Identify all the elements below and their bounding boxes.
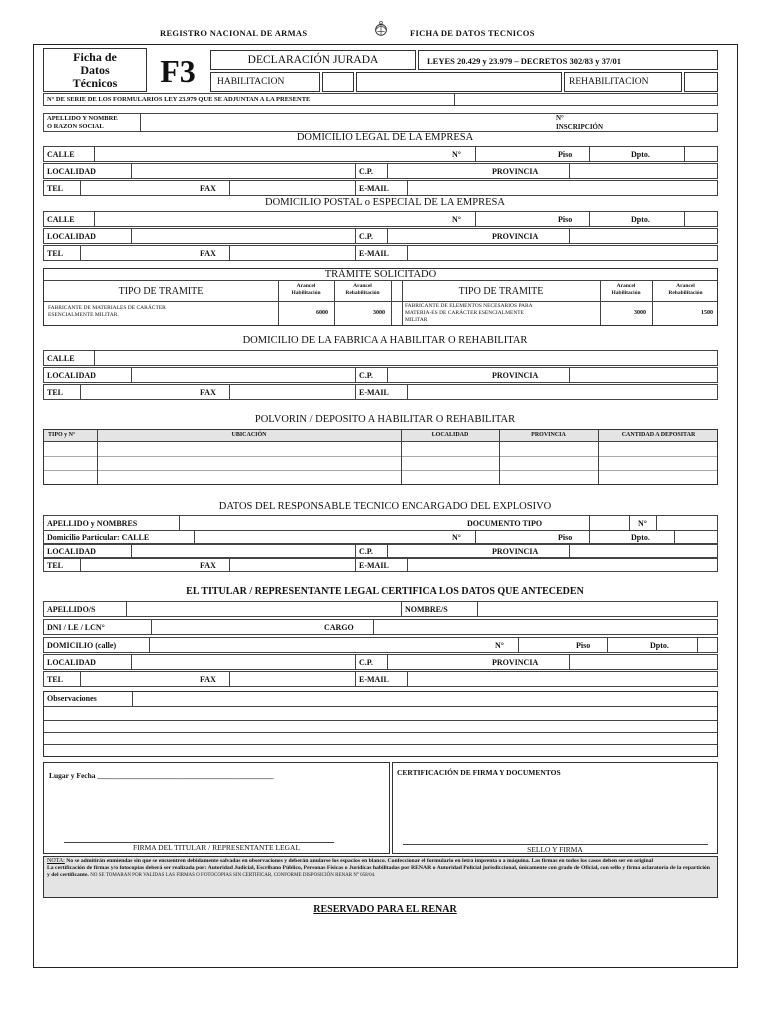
calle-label: CALLE: [47, 353, 75, 363]
domicilio-legal-title: DOMICILIO LEGAL DE LA EMPRESA: [296, 132, 474, 143]
postal-piso-input[interactable]: [589, 212, 619, 226]
nota-line-1: No se admitirán enmiendas sin que se encuentren debidamente salvadas en observaciones y deberán anularse los espacios en blanco. Confeccionar el formulario en letra imprenta o a máquina. Las firmas en todos los casos deben ser en original: [64, 858, 654, 864]
documento-nro-label: N°: [629, 516, 659, 530]
nota-box: [43, 856, 718, 898]
provincia-label: PROVINCIA: [492, 231, 539, 241]
email-label: E-MAIL: [355, 559, 407, 571]
postal-dpto-input[interactable]: [684, 212, 719, 226]
tipo-tramite-header: TIPO DE TRAMITE: [458, 286, 544, 297]
ficha-label: Ficha de Datos Técnicos: [72, 50, 118, 90]
responsable-apellido-input[interactable]: [179, 516, 464, 530]
fabrica-fax-input[interactable]: [229, 385, 355, 399]
responsable-localidad-input[interactable]: [131, 545, 355, 557]
fabrica-provincia-input[interactable]: [569, 368, 719, 382]
tramite-right-desc: FABRICANTE DE ELEMENTOS NECESARIOS PARA MATERIA-ES DE CARÁCTER ESENCIALMENTE MILITAR: [405, 303, 533, 323]
postal-tel-row: [43, 245, 718, 261]
inscripcion-input[interactable]: [613, 114, 719, 131]
responsable-cp-input[interactable]: [387, 545, 489, 557]
habilitacion-checkbox[interactable]: [322, 72, 354, 92]
titular-piso-input[interactable]: [607, 638, 647, 652]
tipo-tramite-header: TIPO DE TRAMITE: [118, 286, 204, 297]
titular-domicilio-label: DOMICILIO (calle): [47, 640, 117, 650]
localidad-label: LOCALIDAD: [47, 166, 96, 176]
legal-provincia-input[interactable]: [569, 164, 719, 178]
tramite-right-hab: 3000: [634, 310, 646, 316]
titular-provincia-input[interactable]: [569, 655, 719, 669]
responsable-title: DATOS DEL RESPONSABLE TECNICO ENCARGADO DEL EXPLOSIVO: [218, 501, 552, 512]
provincia-label: PROVINCIA: [492, 370, 539, 380]
titular-dni-input[interactable]: [151, 620, 321, 634]
blank-box: [356, 72, 562, 92]
documento-label: DOCUMENTO TIPO: [467, 518, 543, 528]
lugar-fecha-label: Lugar y Fecha _______________________________________________: [49, 771, 274, 780]
titular-localidad-row: [43, 654, 718, 670]
observaciones-label: Observaciones: [47, 694, 97, 703]
responsable-domicilio-label: Domicilio Particular: CALLE: [47, 532, 150, 542]
titular-nro-input[interactable]: [518, 638, 573, 652]
legal-nro-input[interactable]: [475, 147, 555, 161]
nro-label: N°: [452, 149, 461, 159]
rehabilitacion-label: REHABILITACION: [569, 77, 649, 87]
tel-label: TEL: [47, 183, 64, 193]
piso-label: Piso: [558, 532, 573, 542]
nota-line-3: NO SE TOMARAN POR VALIDAS LAS FIRMAS O FOTOCOPIAS SIN CERTIFICAR, CONFORME DISPOSICIÓN RENAR N° 058/04.: [90, 873, 376, 878]
ficha-box: [43, 48, 147, 92]
apellido-label: APELLIDO Y NOMBRE O RAZON SOCIAL: [47, 114, 118, 130]
tramite-left-desc: FABRICANTE DE MATERIALES DE CARÁCTER ESENCIALMENTE MILITAR.: [48, 305, 166, 318]
sello-firma-label: SELLO Y FIRMA: [527, 845, 583, 854]
tel-label: TEL: [47, 560, 64, 570]
nro-label: N°: [452, 214, 461, 224]
leyes-box: [418, 50, 718, 70]
responsable-provincia-input[interactable]: [569, 545, 719, 557]
certificacion-box: [392, 762, 718, 854]
polvorin-localidad-header: LOCALIDAD: [431, 432, 469, 438]
fax-label: FAX: [200, 560, 216, 570]
polvorin-table: [43, 429, 718, 485]
habilitacion-label: HABILITACION: [217, 77, 285, 87]
piso-label: Piso: [558, 214, 573, 224]
responsable-email-input[interactable]: [407, 559, 719, 571]
titular-cargo-label: CARGO: [324, 622, 354, 632]
titular-email-input[interactable]: [407, 672, 719, 686]
titular-nombre-label: NOMBRE/S: [401, 602, 477, 616]
polvorin-cantidad-header: CANTIDAD A DEPOSITAR: [621, 432, 696, 438]
observaciones-box[interactable]: [43, 691, 718, 757]
fabrica-localidad-row: [43, 367, 718, 383]
legal-dpto-input[interactable]: [684, 147, 719, 161]
titular-fax-input[interactable]: [229, 672, 355, 686]
firma-titular-box: [43, 762, 390, 854]
legal-tel-input[interactable]: [80, 181, 197, 195]
nota-label: NOTA:: [47, 858, 65, 864]
email-label: E-MAIL: [355, 672, 407, 686]
piso-label: Piso: [576, 640, 591, 650]
postal-calle-input[interactable]: [94, 212, 449, 226]
tel-label: TEL: [47, 387, 64, 397]
tramite-title: TRÁMITE SOLICITADO: [44, 269, 717, 281]
responsable-tel-input[interactable]: [80, 559, 197, 571]
documento-tipo-input[interactable]: [589, 516, 629, 530]
documento-nro-input[interactable]: [656, 516, 719, 530]
legal-tel-row: [43, 180, 718, 196]
responsable-domicilio-row: [43, 530, 718, 544]
postal-localidad-row: [43, 228, 718, 244]
piso-label: Piso: [558, 149, 573, 159]
fabrica-cp-input[interactable]: [387, 368, 489, 382]
apellido-row: [43, 113, 718, 132]
apellido-input[interactable]: [140, 114, 553, 131]
legal-cp-input[interactable]: [387, 164, 489, 178]
postal-calle-row: [43, 211, 718, 227]
responsable-localidad-row: [43, 544, 718, 558]
postal-nro-input[interactable]: [475, 212, 555, 226]
postal-cp-input[interactable]: [387, 229, 489, 243]
arancel-rehab-header: Arancel Rehabilitación: [668, 283, 703, 296]
ficha-title: FICHA DE DATOS TECNICOS: [410, 28, 535, 38]
serie-label: N° DE SERIE DE LOS FORMULARIOS LEY 23.979 QUE SE ADJUNTAN A LA PRESENTE: [47, 96, 311, 103]
responsable-nro-input[interactable]: [475, 531, 555, 543]
tel-label: TEL: [47, 248, 64, 258]
fabrica-calle-input[interactable]: [94, 351, 719, 365]
calle-label: CALLE: [47, 149, 75, 159]
provincia-label: PROVINCIA: [492, 166, 539, 176]
provincia-label: PROVINCIA: [492, 546, 539, 556]
titular-apellido-label: APELLIDO/S: [47, 604, 96, 614]
fabrica-email-input[interactable]: [407, 385, 719, 399]
nota-line-2: La certificación de firmas y/o fotocopias deberá ser realizada por: Autoridad Judicial, Escribano Público, Personas Físicas o Jurídicas habilitadas por RENAR o Autoridad Policial jurisdiccional, únicamente con grado de Oficial, con sello y firma aclaratoria de la repartición y del certificante.: [47, 865, 710, 878]
dpto-label: Dpto.: [631, 214, 650, 224]
responsable-apellido-row: [43, 515, 718, 531]
registro-title: REGISTRO NACIONAL DE ARMAS: [160, 28, 308, 38]
polvorin-ubicacion-header: UBICACIÓN: [231, 432, 267, 438]
fabrica-tel-input[interactable]: [80, 385, 197, 399]
email-label: E-MAIL: [355, 181, 407, 195]
declaracion-box: [210, 50, 416, 70]
responsable-piso-input[interactable]: [589, 531, 619, 543]
fabrica-localidad-input[interactable]: [131, 368, 355, 382]
calle-label: CALLE: [47, 214, 75, 224]
fax-label: FAX: [200, 674, 216, 684]
titular-calle-input[interactable]: [149, 638, 492, 652]
titular-apellido-row: [43, 601, 718, 617]
certificacion-label: CERTIFICACIÓN DE FIRMA Y DOCUMENTOS: [397, 768, 561, 777]
reservado-renar-label: RESERVADO PARA EL RENAR: [313, 904, 457, 915]
responsable-dpto-input[interactable]: [674, 531, 719, 543]
tel-label: TEL: [47, 674, 64, 684]
postal-fax-input[interactable]: [229, 246, 355, 260]
cp-label: C.P.: [355, 655, 387, 669]
postal-email-input[interactable]: [407, 246, 719, 260]
tramite-right-rehab: 1500: [701, 310, 713, 316]
localidad-label: LOCALIDAD: [47, 546, 96, 556]
titular-localidad-input[interactable]: [131, 655, 355, 669]
localidad-label: LOCALIDAD: [47, 231, 96, 241]
polvorin-provincia-header: PROVINCIA: [531, 432, 566, 438]
responsable-tel-row: [43, 558, 718, 572]
arancel-rehab-header: Arancel Rehabilitación: [345, 283, 380, 296]
cp-label: C.P.: [355, 368, 387, 382]
serie-input[interactable]: [454, 94, 719, 105]
titular-tel-input[interactable]: [80, 672, 197, 686]
cp-label: C.P.: [355, 545, 387, 557]
fax-label: FAX: [200, 387, 216, 397]
legal-localidad-row: [43, 163, 718, 179]
fax-label: FAX: [200, 248, 216, 258]
titular-dni-row: [43, 619, 718, 635]
inscripcion-label: N° INSCRIPCIÓN: [556, 113, 604, 131]
postal-localidad-input[interactable]: [131, 229, 355, 243]
habilitacion-box: [210, 72, 320, 92]
polvorin-tipo-header: TIPO y N°: [48, 432, 76, 438]
titular-domicilio-row: [43, 637, 718, 653]
nro-label: N°: [452, 532, 461, 542]
fabrica-calle-row: [43, 350, 718, 366]
leyes-label: LEYES 20.429 y 23.979 – DECRETOS 302/83 y 37/01: [427, 56, 621, 66]
legal-fax-input[interactable]: [229, 181, 355, 195]
tramite-left-rehab: 3000: [373, 310, 385, 316]
provincia-label: PROVINCIA: [492, 657, 539, 667]
titular-dpto-input[interactable]: [697, 638, 719, 652]
cp-label: C.P.: [355, 229, 387, 243]
nro-label: N°: [495, 640, 504, 650]
rehabilitacion-checkbox[interactable]: [684, 72, 718, 92]
localidad-label: LOCALIDAD: [47, 657, 96, 667]
dpto-label: Dpto.: [631, 532, 650, 542]
legal-localidad-input[interactable]: [131, 164, 355, 178]
responsable-calle-input[interactable]: [194, 531, 449, 543]
fax-label: FAX: [200, 183, 216, 193]
postal-provincia-input[interactable]: [569, 229, 719, 243]
titular-tel-row: [43, 671, 718, 687]
national-seal-icon: [372, 20, 390, 38]
titular-dni-label: DNI / LE / LCN°: [47, 622, 105, 632]
titular-nombre-input[interactable]: [477, 602, 719, 616]
titular-title: EL TITULAR / REPRESENTANTE LEGAL CERTIFICA LOS DATOS QUE ANTECEDEN: [186, 586, 584, 597]
legal-email-input[interactable]: [407, 181, 719, 195]
firma-titular-label: FIRMA DEL TITULAR / REPRESENTANTE LEGAL: [132, 843, 301, 852]
responsable-apellido-label: APELLIDO y NOMBRES: [47, 518, 138, 528]
page-header: [0, 26, 770, 42]
legal-piso-input[interactable]: [589, 147, 619, 161]
responsable-fax-input[interactable]: [229, 559, 355, 571]
localidad-label: LOCALIDAD: [47, 370, 96, 380]
arancel-hab-header: Arancel Habilitación: [291, 283, 321, 296]
email-label: E-MAIL: [355, 246, 407, 260]
legal-calle-input[interactable]: [94, 147, 493, 161]
cp-label: C.P.: [355, 164, 387, 178]
tramite-left-hab: 6000: [316, 310, 328, 316]
serie-row: [43, 93, 718, 106]
rehabilitacion-box: [564, 72, 682, 92]
fabrica-title: DOMICILIO DE LA FABRICA A HABILITAR O REHABILITAR: [242, 335, 528, 346]
form-code: F3: [160, 53, 196, 89]
fabrica-tel-row: [43, 384, 718, 400]
titular-apellido-input[interactable]: [126, 602, 401, 616]
dpto-label: Dpto.: [650, 640, 669, 650]
dpto-label: Dpto.: [631, 149, 650, 159]
titular-cp-input[interactable]: [387, 655, 489, 669]
arancel-hab-header: Arancel Habilitación: [611, 283, 641, 296]
domicilio-postal-title: DOMICILIO POSTAL o ESPECIAL DE LA EMPRESA: [265, 197, 505, 208]
postal-tel-input[interactable]: [80, 246, 197, 260]
legal-calle-row: [43, 146, 718, 162]
polvorin-title: POLVORIN / DEPOSITO A HABILITAR O REHABILITAR: [254, 414, 516, 425]
tramite-table: [43, 268, 718, 326]
declaracion-label: DECLARACIÓN JURADA: [247, 54, 379, 66]
titular-cargo-input[interactable]: [373, 620, 719, 634]
email-label: E-MAIL: [355, 385, 407, 399]
